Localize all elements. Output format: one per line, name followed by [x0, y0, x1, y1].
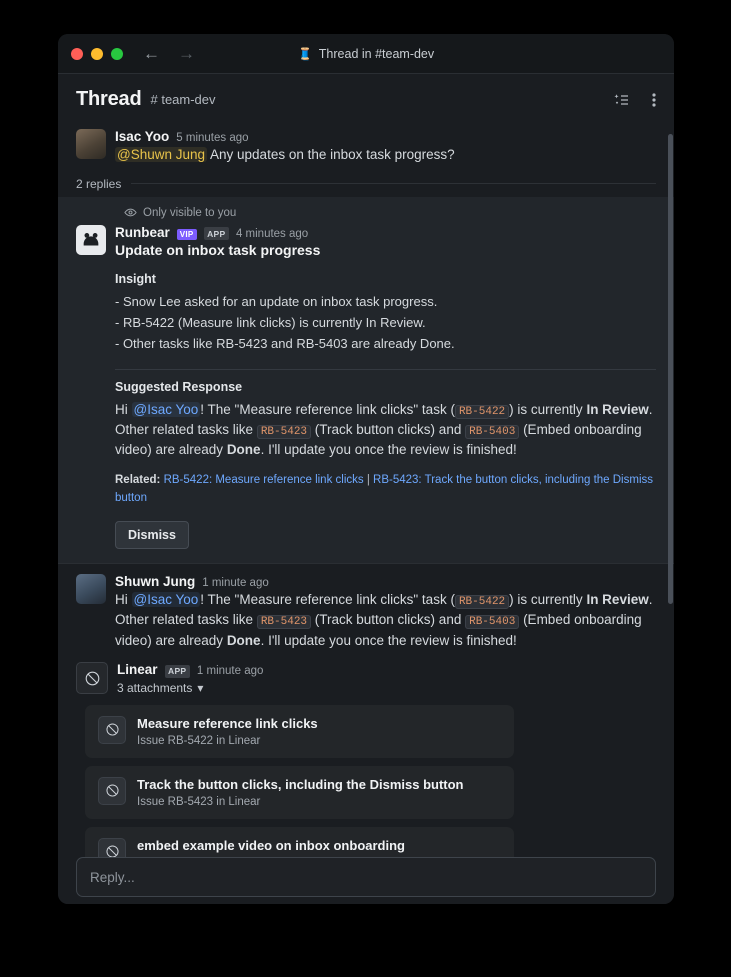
vertical-scrollbar[interactable]	[668, 134, 673, 604]
message-author[interactable]: Shuwn Jung	[115, 573, 196, 589]
related-separator: |	[366, 474, 370, 487]
reply-input-placeholder[interactable]: Reply...	[90, 869, 135, 885]
related-link-1[interactable]: RB-5422: Measure reference link clicks	[163, 474, 364, 487]
attachment-title[interactable]: Measure reference link clicks	[137, 715, 318, 731]
reply-message	[58, 564, 674, 653]
avatar[interactable]	[76, 574, 106, 604]
issue-code: RB-5422	[455, 595, 509, 609]
linear-issue-icon	[98, 716, 126, 744]
issue-code: RB-5423	[257, 615, 311, 629]
insight-heading: Insight	[115, 272, 156, 287]
nav-arrows[interactable]	[143, 45, 195, 62]
insight-bullet: - RB-5422 (Measure link clicks) is currently In Review.	[115, 315, 426, 331]
status-done: Done	[226, 442, 261, 458]
issue-code: RB-5403	[465, 615, 519, 629]
chevron-down-icon[interactable]: ▾	[197, 680, 204, 695]
linear-message	[58, 652, 674, 697]
message-text	[115, 590, 656, 651]
attachment-card[interactable]	[85, 705, 514, 758]
related-label: Related:	[115, 474, 161, 487]
mention-chip[interactable]: @Isac Yoo	[133, 401, 199, 417]
vip-badge: VIP	[177, 229, 197, 240]
issue-code: RB-5422	[455, 405, 509, 419]
attachment-title[interactable]: Track the button clicks, including the Dismiss button	[137, 776, 464, 792]
avatar[interactable]	[76, 225, 106, 255]
minimize-window-icon[interactable]	[91, 48, 103, 60]
maximize-window-icon[interactable]	[111, 48, 123, 60]
window-titlebar	[58, 34, 674, 74]
window-title-text: Thread in #team-dev	[318, 46, 435, 61]
forward-arrow-icon[interactable]: →	[178, 44, 195, 63]
message-author[interactable]: Linear	[117, 662, 158, 678]
reply-composer[interactable]	[76, 857, 656, 897]
page-title: Thread	[76, 88, 142, 110]
sr-hi: Hi	[115, 401, 132, 417]
message-timestamp: 4 minutes ago	[235, 227, 309, 240]
issue-code: RB-5403	[465, 425, 519, 439]
sr-p3: . Other related tasks like	[115, 401, 653, 438]
status-in-review: In Review	[586, 591, 649, 607]
insight-bullet: - Snow Lee asked for an update on inbox task progress.	[115, 294, 438, 310]
message-author[interactable]: Runbear	[115, 224, 170, 240]
rm-p1: ! The "Measure reference link clicks" task (	[200, 591, 455, 607]
mention-chip[interactable]: @Isac Yoo	[133, 591, 199, 607]
dismiss-button[interactable]: Dismiss	[115, 521, 189, 549]
slack-thread-icon: 🧵	[297, 46, 313, 61]
card-title: Update on inbox task progress	[115, 242, 321, 259]
sparkle-list-icon[interactable]	[614, 92, 630, 108]
message-timestamp: 5 minutes ago	[176, 132, 249, 144]
attachments-toggle[interactable]	[117, 681, 656, 695]
window-controls[interactable]	[71, 48, 123, 60]
sr-p2: ) is currently	[509, 401, 587, 417]
insight-bullet: - Other tasks like RB-5423 and RB-5403 are already Done.	[115, 336, 455, 352]
channel-name: # team-dev	[150, 92, 216, 107]
visibility-note	[124, 207, 656, 219]
rm-p5: (Embed onboarding video) are already	[115, 612, 642, 648]
thread-header	[58, 74, 674, 121]
divider-line	[131, 183, 656, 184]
attachment-card[interactable]	[85, 766, 514, 819]
status-in-review: In Review	[586, 401, 649, 417]
replies-count: 2 replies	[76, 176, 122, 191]
back-arrow-icon[interactable]: ←	[143, 44, 160, 63]
kebab-menu-icon[interactable]	[652, 92, 656, 108]
attachments-count: 3 attachments	[117, 680, 193, 695]
suggested-response-heading: Suggested Response	[115, 379, 243, 394]
linear-issue-icon	[98, 777, 126, 805]
mention-chip[interactable]: @Shuwn Jung	[117, 147, 206, 162]
message-timestamp: 1 minute ago	[196, 665, 264, 678]
suggested-response-text	[115, 400, 656, 461]
replies-divider	[58, 167, 674, 197]
avatar[interactable]	[76, 129, 106, 159]
rm-hi: Hi	[115, 591, 132, 607]
rm-p4: (Track button clicks) and	[311, 612, 466, 628]
eye-icon	[124, 207, 137, 218]
message-body-text: Any updates on the inbox task progress?	[207, 147, 455, 162]
app-badge: APP	[204, 227, 229, 240]
sr-p6: . I'll update you once the review is finished!	[260, 442, 517, 458]
thread-content	[58, 74, 674, 904]
sr-p5: (Embed onboarding video) are already	[115, 422, 642, 458]
status-done: Done	[226, 632, 261, 648]
issue-code: RB-5423	[257, 425, 311, 439]
message-text	[115, 145, 656, 165]
message-author[interactable]: Isac Yoo	[115, 129, 170, 144]
section-divider	[115, 369, 656, 370]
sr-p1: ! The "Measure reference link clicks" task (	[200, 401, 455, 417]
sr-p4: (Track button clicks) and	[311, 422, 466, 438]
app-badge: APP	[165, 665, 190, 678]
attachment-title[interactable]: embed example video on inbox onboarding	[137, 837, 405, 853]
ephemeral-message	[58, 197, 674, 564]
rm-p2: ) is currently	[509, 591, 587, 607]
message-timestamp: 1 minute ago	[202, 576, 269, 589]
rm-p3: . Other related tasks like	[115, 591, 653, 628]
attachment-subtitle: Issue RB-5423 in Linear	[137, 795, 261, 808]
root-message	[58, 121, 674, 167]
close-window-icon[interactable]	[71, 48, 83, 60]
attachment-subtitle: Issue RB-5422 in Linear	[137, 734, 261, 747]
related-links	[115, 472, 656, 508]
linear-app-icon[interactable]	[76, 662, 108, 694]
app-window	[58, 34, 674, 904]
related-link-2[interactable]: RB-5423: Track the button clicks, including the Dismiss button	[115, 474, 653, 505]
visibility-note-text: Only visible to you	[143, 206, 237, 219]
rm-p6: . I'll update you once the review is finished!	[260, 632, 517, 648]
